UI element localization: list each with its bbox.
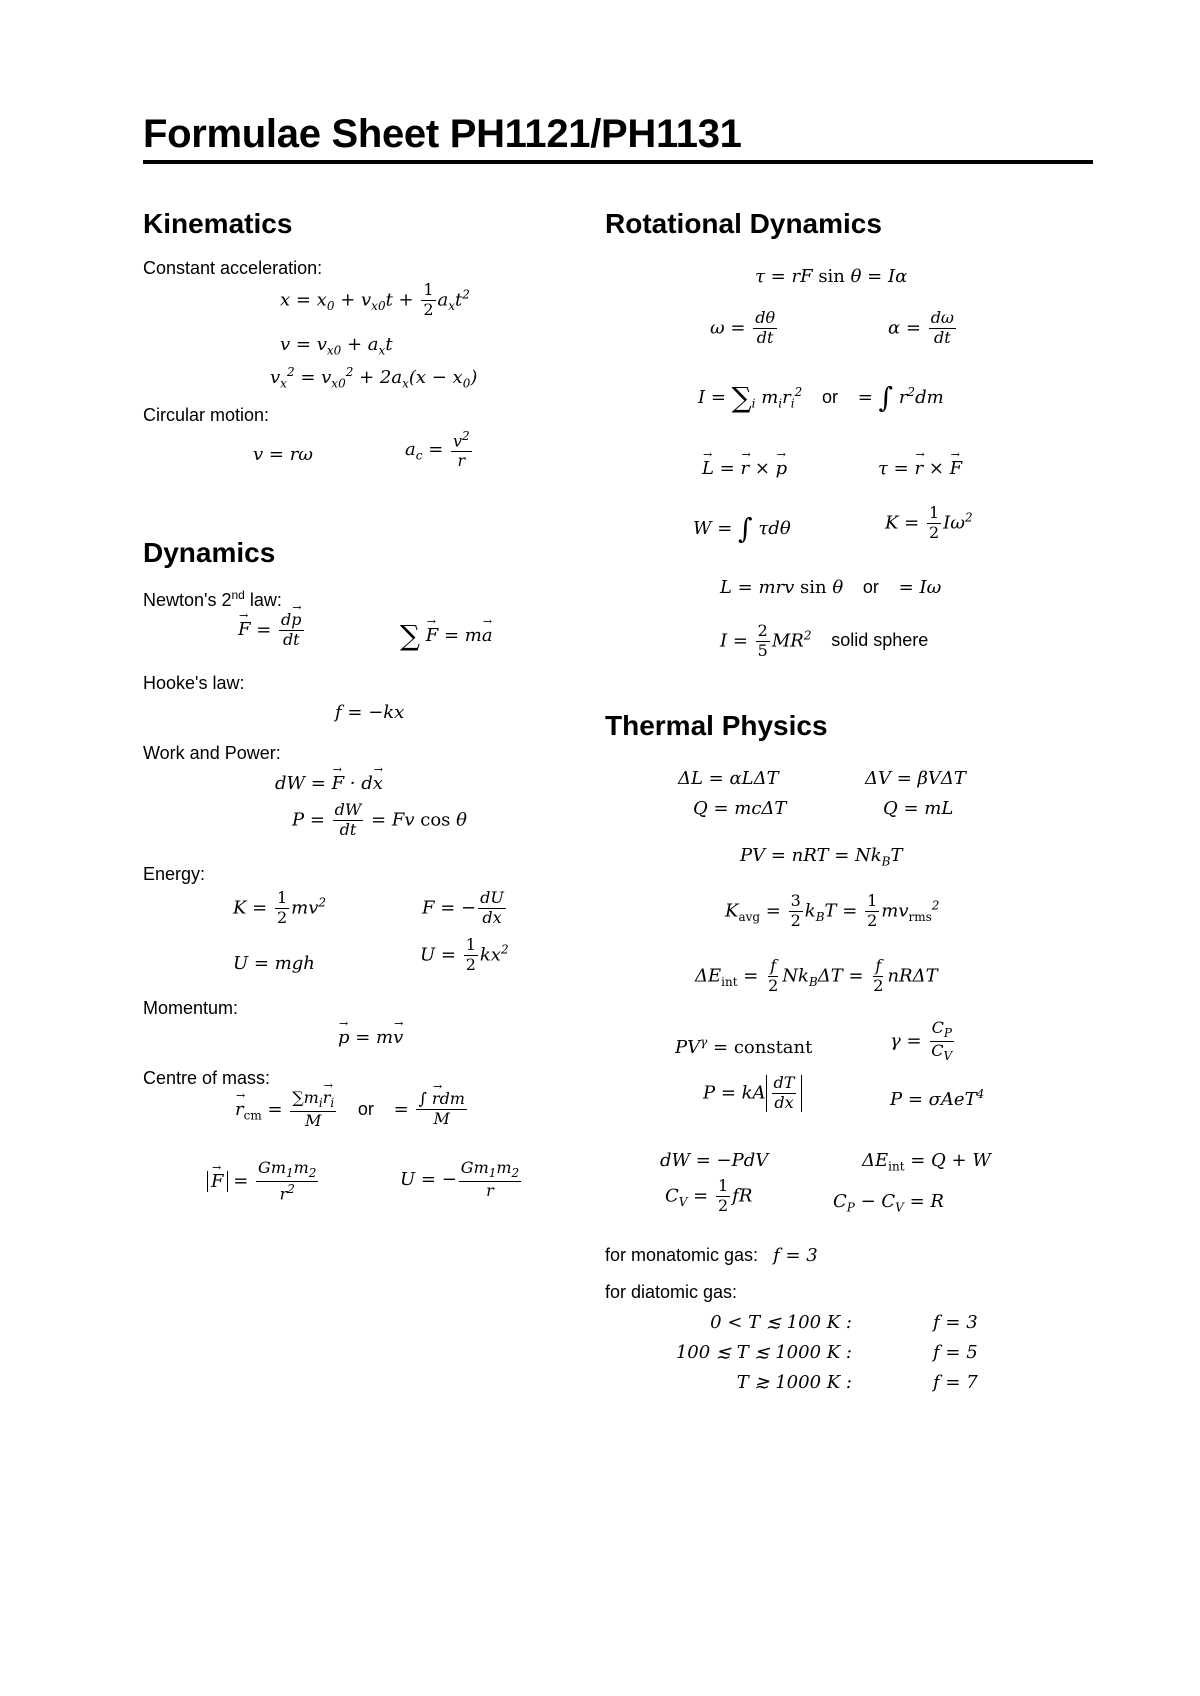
power-equation: P = $\frac{dW}{dt}$ = Fv cos θ (292, 800, 467, 839)
rotational-kinetic-equation: K = $\frac{1}{2}$ $I\omega^2$ (885, 503, 973, 542)
inertia-or: or (821, 387, 838, 407)
adiabatic-equation: $PV^\gamma$ = constant (675, 1035, 813, 1058)
diatomic-range-2: 100 ≲ T ≲ 1000 K : (675, 1342, 852, 1363)
page-title: Formulae Sheet PH1121/PH1131 (143, 112, 742, 156)
heat-capacity-equation: Q = mcΔT (693, 798, 787, 819)
momentum-label: Momentum: (143, 998, 239, 1018)
kinetic-energy-equation: K = $\frac{1}{2}$ $mv^2$ (233, 888, 327, 927)
rotational-work-equation: W = ∫ τdθ (693, 512, 791, 545)
constant-acceleration-label: Constant acceleration: (143, 258, 323, 278)
diatomic-range-1: 0 < T ≲ 100 K : (710, 1312, 852, 1333)
solid-sphere-equation: I = $\frac{2}{5}$ $MR^2$ solid sphere (720, 621, 929, 660)
centre-of-mass-equation: → $r_{cm}$ = $\frac{\sum m_i\to r_i}{M}$ or = $\frac{\text{∫ → rdm}}{M}$ (235, 1090, 469, 1130)
circular-velocity-equation: v = rω (253, 444, 313, 465)
cp-cv-equation: $C_P - C_V = R$ (833, 1191, 944, 1215)
thermal-heading: Thermal Physics (605, 710, 828, 741)
newtons-law-suffix: law: (244, 590, 282, 610)
constant-text: constant (733, 1037, 813, 1058)
diatomic-f-1: f = 3 (933, 1312, 978, 1333)
angular-momentum-or: or (862, 577, 879, 597)
rotational-heading: Rotational Dynamics (605, 208, 882, 239)
monatomic-f: f = 3 (773, 1245, 818, 1266)
internal-energy-equation: $\Delta E_{int}$ = $\frac{f}{2}$ $Nk_B\Delta T$ = $\frac{f}{2}$ nRΔT (695, 956, 938, 995)
centripetal-acceleration-equation: $a_c$ = $\frac{v^2}{r}$ (405, 429, 470, 471)
torque-equation: τ = rF sin θ = Iα (755, 266, 908, 287)
solid-sphere-label: solid sphere (831, 630, 929, 651)
gravity-potential-equation: U = − $\frac{Gm_1m_2}{r}$ (400, 1158, 520, 1200)
hookes-law-label: Hooke's law: (143, 673, 245, 693)
ideal-gas-equation: PV = nRT = $Nk_BT$ (740, 845, 903, 869)
monatomic-label (605, 1245, 818, 1266)
work-power-label: Work and Power: (143, 743, 281, 763)
angular-velocity-equation: ω = $\frac{d\theta}{dt}$ (710, 308, 776, 347)
newtons-law-label (143, 588, 282, 611)
dynamics-heading: Dynamics (143, 537, 276, 568)
title-rule (143, 160, 1093, 164)
moment-of-inertia-equation: $I = \sum_i$ $m_ir_i^2$ or = ∫ $r^2dm$ (698, 381, 944, 414)
monatomic-text: for monatomic gas: (605, 1245, 759, 1265)
kinematics-heading: Kinematics (143, 208, 293, 239)
velocity-squared-equation: $v_x^2 = v_{x0}^2 + 2a_x(x - x_0)$ (270, 365, 478, 391)
velocity-equation: $v = v_{x0} + a_xt$ (280, 334, 393, 358)
latent-heat-equation: Q = mL (883, 798, 954, 819)
centre-of-mass-label: Centre of mass: (143, 1068, 271, 1088)
diatomic-f-2: f = 5 (933, 1342, 978, 1363)
cv-equation: $C_V$ = $\frac{1}{2}$ fR (665, 1176, 753, 1215)
volume-expansion-equation: ΔV = βVΔT (865, 768, 966, 789)
newton-momentum-equation: → F = $\frac{d\to p}{dt}$ (238, 612, 306, 649)
energy-label: Energy: (143, 864, 206, 884)
newton-sum-force-equation: ∑ → F = m→ a (400, 622, 493, 650)
com-or: or (357, 1098, 374, 1119)
angular-momentum-vector-equation: → L = → r × → p (702, 458, 787, 479)
newtons-law-prefix: Newton's 2 (143, 590, 232, 610)
position-equation: $x = x_0 + v_{x0}t$ + $\frac{1}{2}$ $a_xt^2$ (280, 280, 470, 319)
angular-acceleration-equation: α = $\frac{d\omega}{dt}$ (888, 308, 954, 347)
spring-potential-equation: U = $\frac{1}{2}$ $kx^2$ (420, 935, 509, 974)
radiation-equation: P = σAeT$^4$ (890, 1087, 985, 1110)
heat-conduction-equation: P = kA $\frac{dT}{dx}$ (703, 1075, 802, 1112)
torque-vector-equation: τ = → r × → F (878, 458, 962, 479)
hookes-law-equation: f = −kx (335, 702, 405, 723)
average-kinetic-energy-equation: $K_{avg}$ = $\frac{3}{2}$ $k_BT$ = $\frac{1}{2}$ $mv_{rms}^2$ (725, 891, 940, 930)
gas-work-equation: dW = −PdV (660, 1150, 769, 1171)
angular-momentum-scalar-equation: L = mrv sin θ or = Iω (720, 577, 942, 598)
newtons-law-sup: nd (231, 588, 245, 602)
first-law-equation: $\Delta E_{int} = Q + W$ (862, 1150, 991, 1174)
force-potential-equation: F = − $\frac{dU}{dx}$ (422, 888, 504, 927)
momentum-equation: → p = m→ v (338, 1027, 403, 1048)
linear-expansion-equation: ΔL = αLΔT (678, 768, 779, 789)
diatomic-range-3: T ≳ 1000 K : (736, 1372, 852, 1393)
gravitational-potential-equation: U = mgh (233, 953, 315, 974)
gamma-equation: γ = $\frac{C_P}{C_V}$ (890, 1018, 953, 1063)
circular-motion-label: Circular motion: (143, 405, 270, 425)
work-equation: dW = → F · d→ x (275, 773, 383, 794)
diatomic-label: for diatomic gas: (605, 1282, 738, 1302)
diatomic-f-3: f = 7 (933, 1372, 978, 1393)
gravity-force-equation: → F = $\frac{Gm_1m_2}{r^2}$ (207, 1160, 320, 1203)
